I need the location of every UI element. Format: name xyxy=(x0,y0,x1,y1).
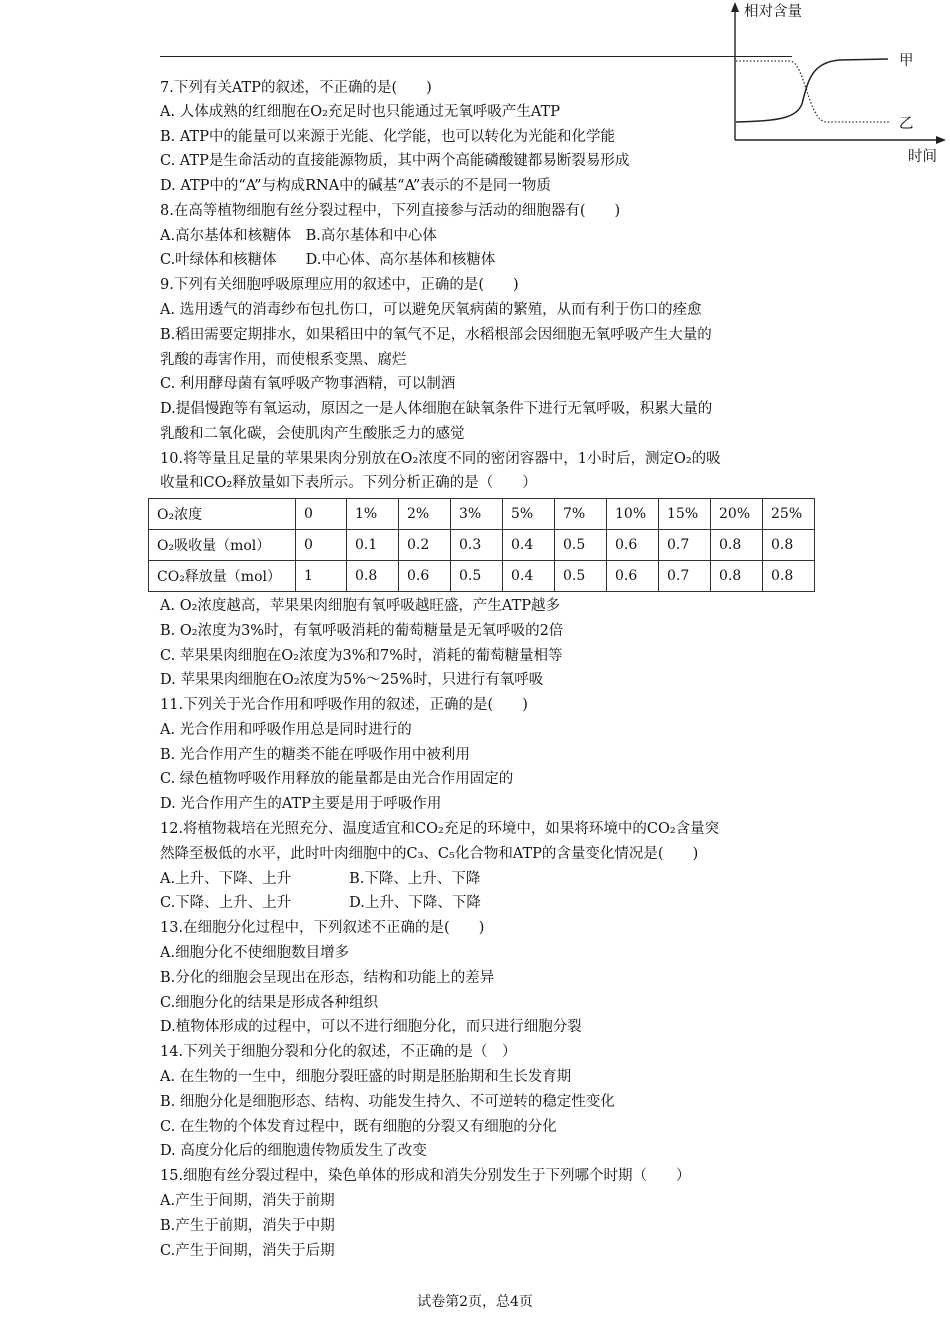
table-cell: 15% xyxy=(659,499,711,530)
table-cell: O₂吸收量（mol） xyxy=(149,530,296,561)
table-cell: 0 xyxy=(296,530,347,561)
question-stem: 12.将植物栽培在光照充分、温度适宜和CO₂充足的环境中，如果将环境中的CO₂含量突 xyxy=(160,821,720,837)
option-line: B. 光合作用产生的糖类不能在呼吸作用中被利用 xyxy=(160,747,470,763)
option-line: A. O₂浓度越高，苹果果肉细胞有氧呼吸越旺盛，产生ATP越多 xyxy=(160,598,560,614)
table-cell: 10% xyxy=(607,499,659,530)
option-line: C.产生于间期，消失于后期 xyxy=(160,1243,335,1259)
graph-solid-curve xyxy=(736,59,888,122)
option-line: C. 在生物的个体发育过程中，既有细胞的分裂又有细胞的分化 xyxy=(160,1119,557,1135)
table-cell: 0.5 xyxy=(555,530,607,561)
option-line: A.细胞分化不使细胞数目增多 xyxy=(160,945,350,961)
table-cell: 0.7 xyxy=(659,530,711,561)
option-line: D.提倡慢跑等有氧运动，原因之一是人体细胞在缺氧条件下进行无氧呼吸，积累大量的 xyxy=(160,401,713,417)
graph-x-arrow xyxy=(936,136,946,144)
option-line: C.叶绿体和核糖体 D.中心体、高尔基体和核糖体 xyxy=(160,252,496,268)
question-stem: 13.在细胞分化过程中，下列叙述不正确的是( ) xyxy=(160,920,485,936)
table-cell: 7% xyxy=(555,499,607,530)
graph-dotted-curve xyxy=(736,61,890,122)
option-line: B.稻田需要定期排水，如果稻田中的氧气不足，水稻根部会因细胞无氧呼吸产生大量的 xyxy=(160,327,712,343)
table-cell: 0.8 xyxy=(711,561,763,592)
option-line: C. ATP是生命活动的直接能源物质，其中两个高能磷酸键都易断裂易形成 xyxy=(160,153,630,169)
option-line: A. 人体成熟的红细胞在O₂充足时也只能通过无氧呼吸产生ATP xyxy=(160,104,560,120)
question-stem: 11.下列关于光合作用和呼吸作用的叙述，正确的是( ) xyxy=(160,697,528,713)
table-cell: 0.4 xyxy=(503,530,555,561)
question-stem: 9.下列有关细胞呼吸原理应用的叙述中，正确的是( ) xyxy=(160,277,519,293)
table-cell: 0 xyxy=(296,499,347,530)
table-cell: 0.4 xyxy=(503,561,555,592)
option-line: 然降至极低的水平，此时叶肉细胞中的C₃、C₅化合物和ATP的含量变化情况是( ) xyxy=(160,846,699,862)
table-row xyxy=(149,530,815,561)
table-cell: O₂浓度 xyxy=(149,499,296,530)
graph-y-label: 相对含量 xyxy=(744,4,802,20)
question-stem: 15.细胞有丝分裂过程中，染色单体的形成和消失分别发生于下列哪个时期（ ） xyxy=(160,1168,691,1184)
option-line: C. 绿色植物呼吸作用释放的能量都是由光合作用固定的 xyxy=(160,771,514,787)
option-line: A. 光合作用和呼吸作用总是同时进行的 xyxy=(160,722,412,738)
graph-y-arrow xyxy=(731,2,739,12)
option-line: 乳酸的毒害作用，而使根系变黑、腐烂 xyxy=(160,352,407,368)
option-line: D.植物体形成的过程中，可以不进行细胞分化，而只进行细胞分裂 xyxy=(160,1019,582,1035)
option-line: B. ATP中的能量可以来源于光能、化学能，也可以转化为光能和化学能 xyxy=(160,129,615,145)
table-cell: CO₂释放量（mol） xyxy=(149,561,296,592)
option-line: B.产生于前期，消失于中期 xyxy=(160,1218,335,1234)
table-cell: 20% xyxy=(711,499,763,530)
option-line: A. 选用透气的消毒纱布包扎伤口，可以避免厌氧病菌的繁殖，从而有利于伤口的痊愈 xyxy=(160,302,702,318)
table-cell: 0.8 xyxy=(763,530,815,561)
table-cell: 0.3 xyxy=(451,530,503,561)
table-cell: 0.1 xyxy=(347,530,399,561)
table-cell: 2% xyxy=(399,499,451,530)
question-stem: 7.下列有关ATP的叙述，不正确的是( ) xyxy=(160,80,432,96)
option-line: C. 苹果果肉细胞在O₂浓度为3%和7%时，消耗的葡萄糖量相等 xyxy=(160,648,563,664)
graph-x-label: 时间 xyxy=(908,149,937,165)
option-line: C. 利用酵母菌有氧呼吸产物事酒精，可以制酒 xyxy=(160,376,456,392)
table-cell: 25% xyxy=(763,499,815,530)
option-line: B. 细胞分化是细胞形态、结构、功能发生持久、不可逆转的稳定性变化 xyxy=(160,1094,615,1110)
table-cell: 0.6 xyxy=(399,561,451,592)
option-line: D. ATP中的“A”与构成RNA中的碱基“A”表示的不是同一物质 xyxy=(160,178,551,194)
table-cell: 1 xyxy=(296,561,347,592)
question-stem: 10.将等量且足量的苹果果肉分别放在O₂浓度不同的密闭容器中，1小时后，测定O₂的吸 xyxy=(160,451,721,467)
table-cell: 0.8 xyxy=(763,561,815,592)
table-cell: 0.6 xyxy=(607,530,659,561)
graph-label-top: 甲 xyxy=(899,53,914,69)
option-line: C.下降、上升、上升 D.上升、下降、下降 xyxy=(160,895,481,911)
table-cell: 0.6 xyxy=(607,561,659,592)
option-line: 乳酸和二氧化碳，会使肌肉产生酸胀乏力的感觉 xyxy=(160,426,465,442)
option-line: A.上升、下降、上升 B.下降、上升、下降 xyxy=(160,871,481,887)
option-line: D. 苹果果肉细胞在O₂浓度为5%～25%时，只进行有氧呼吸 xyxy=(160,672,544,688)
table-cell: 0.8 xyxy=(347,561,399,592)
option-line: B.分化的细胞会呈现出在形态，结构和功能上的差异 xyxy=(160,970,495,986)
table-row xyxy=(149,499,815,530)
option-line: 收量和CO₂释放量如下表所示。下列分析正确的是（ ） xyxy=(160,475,537,491)
question-stem: 8.在高等植物细胞有丝分裂过程中，下列直接参与活动的细胞器有( ) xyxy=(160,203,621,219)
option-line: A.产生于间期，消失于前期 xyxy=(160,1193,335,1209)
o2-data-table xyxy=(148,498,815,592)
option-line: C.细胞分化的结果是形成各种组织 xyxy=(160,995,379,1011)
question-stem: 14.下列关于细胞分裂和分化的叙述，不正确的是（ ） xyxy=(160,1044,517,1060)
page-footer: 试卷第2页，总4页 xyxy=(417,1294,533,1310)
table-cell: 1% xyxy=(347,499,399,530)
table-cell: 0.5 xyxy=(451,561,503,592)
option-line: A. 在生物的一生中，细胞分裂旺盛的时期是胚胎期和生长发育期 xyxy=(160,1069,572,1085)
option-line: D. 光合作用产生的ATP主要是用于呼吸作用 xyxy=(160,796,442,812)
option-line: D. 高度分化后的细胞遗传物质发生了改变 xyxy=(160,1143,427,1159)
table-cell: 0.7 xyxy=(659,561,711,592)
graph-label-bottom: 乙 xyxy=(899,116,914,132)
option-line: A.高尔基体和核糖体 B.高尔基体和中心体 xyxy=(160,228,437,244)
table-cell: 0.8 xyxy=(711,530,763,561)
table-cell: 3% xyxy=(451,499,503,530)
table-cell: 5% xyxy=(503,499,555,530)
table-cell: 0.5 xyxy=(555,561,607,592)
option-line: B. O₂浓度为3%时，有氧呼吸消耗的葡萄糖量是无氧呼吸的2倍 xyxy=(160,623,564,639)
table-cell: 0.2 xyxy=(399,530,451,561)
table-row xyxy=(149,561,815,592)
